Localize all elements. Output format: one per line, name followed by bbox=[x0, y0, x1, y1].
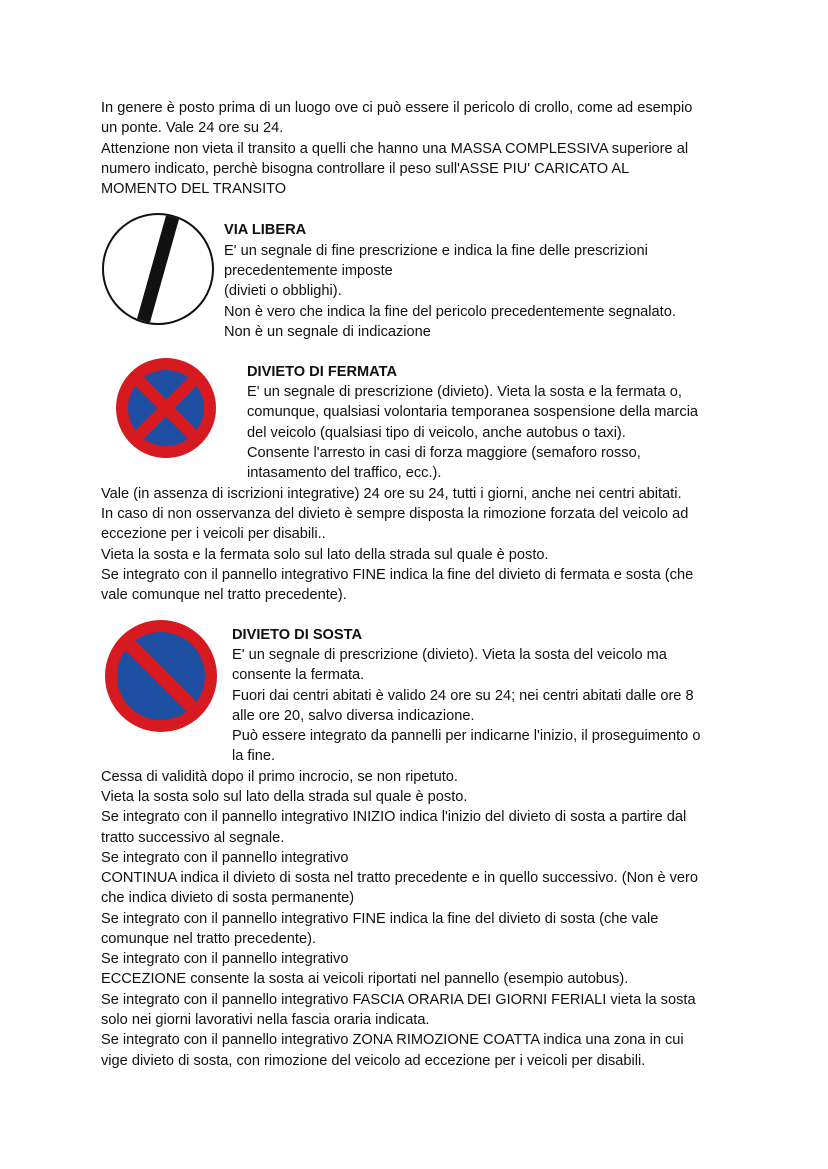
body-line: Cessa di validità dopo il primo incrocio, se non ripetuto. bbox=[101, 769, 458, 785]
section-line: intasamento del traffico, ecc.). bbox=[247, 465, 442, 481]
body-line: Se integrato con il pannello integrativo bbox=[101, 951, 349, 967]
section-line: del veicolo (qualsiasi tipo di veicolo, anche autobus o taxi). bbox=[247, 425, 626, 441]
body-line: ECCEZIONE consente la sosta ai veicoli riportati nel pannello (esempio autobus). bbox=[101, 971, 629, 987]
section-line: Non è vero che indica la fine del pericolo precedentemente segnalato. bbox=[224, 304, 676, 320]
section-line: E' un segnale di prescrizione (divieto). Vieta la sosta e la fermata o, bbox=[247, 384, 682, 400]
body-line: Vieta la sosta e la fermata solo sul lato della strada sul quale è posto. bbox=[101, 547, 549, 563]
body-line: CONTINUA indica il divieto di sosta nel tratto precedente e in quello successivo. (Non è vero bbox=[101, 870, 699, 886]
section-line: precedentemente imposte bbox=[224, 263, 393, 279]
body-line: Vale (in assenza di iscrizioni integrative) 24 ore su 24, tutti i giorni, anche nei centri abitati. bbox=[101, 486, 682, 502]
no-stopping-sign-icon bbox=[112, 354, 220, 462]
section-line: Fuori dai centri abitati è valido 24 ore su 24; nei centri abitati dalle ore 8 bbox=[232, 688, 694, 704]
intro-line: un ponte. Vale 24 ore su 24. bbox=[101, 120, 284, 136]
body-line: Se integrato con il pannello integrativo INIZIO indica l'inizio del divieto di sosta a partire dal bbox=[101, 809, 687, 825]
body-line: solo nei giorni lavorativi nella fascia oraria indicata. bbox=[101, 1012, 430, 1028]
body-line: Se integrato con il pannello integrativo ZONA RIMOZIONE COATTA indica una zona in cui bbox=[101, 1032, 684, 1048]
section-line: Può essere integrato da pannelli per indicarne l'inizio, il proseguimento o bbox=[232, 728, 701, 744]
section-title: VIA LIBERA bbox=[224, 222, 307, 238]
intro-line: Attenzione non vieta il transito a quelli che hanno una MASSA COMPLESSIVA superiore al bbox=[101, 141, 689, 157]
body-line: Se integrato con il pannello integrativo bbox=[101, 850, 349, 866]
section-line: E' un segnale di fine prescrizione e indica la fine delle prescrizioni bbox=[224, 243, 648, 259]
body-line: comunque nel tratto precedente). bbox=[101, 931, 316, 947]
body-line: Se integrato con il pannello integrativo FASCIA ORARIA DEI GIORNI FERIALI vieta la sosta bbox=[101, 992, 696, 1008]
section-line: la fine. bbox=[232, 748, 275, 764]
body-line: tratto successivo al segnale. bbox=[101, 830, 285, 846]
body-line: eccezione per i veicoli per disabili.. bbox=[101, 526, 326, 542]
section-title: DIVIETO DI SOSTA bbox=[232, 627, 363, 643]
section-line: comunque, qualsiasi volontaria temporanea sospensione della marcia bbox=[247, 404, 699, 420]
intro-line: In genere è posto prima di un luogo ove ci può essere il pericolo di crollo, come ad esempio bbox=[101, 100, 693, 116]
section-line: consente la fermata. bbox=[232, 667, 365, 683]
body-line: che indica divieto di sosta permanente) bbox=[101, 890, 355, 906]
section-line: Consente l'arresto in casi di forza maggiore (semaforo rosso, bbox=[247, 445, 641, 461]
section-line: (divieti o obblighi). bbox=[224, 283, 342, 299]
body-line: Se integrato con il pannello integrativo FINE indica la fine del divieto di fermata e sosta (che bbox=[101, 567, 694, 583]
body-line: Vieta la sosta solo sul lato della strada sul quale è posto. bbox=[101, 789, 468, 805]
intro-line: numero indicato, perchè bisogna controllare il peso sull'ASSE PIU' CARICATO AL bbox=[101, 161, 630, 177]
body-line: vale comunque nel tratto precedente). bbox=[101, 587, 347, 603]
section-title: DIVIETO DI FERMATA bbox=[247, 364, 397, 380]
section-line: E' un segnale di prescrizione (divieto). Vieta la sosta del veicolo ma bbox=[232, 647, 667, 663]
body-line: In caso di non osservanza del divieto è sempre disposta la rimozione forzata del veicolo ad bbox=[101, 506, 689, 522]
no-parking-sign-icon bbox=[101, 616, 221, 736]
intro-line: MOMENTO DEL TRANSITO bbox=[101, 181, 287, 197]
section-line: alle ore 20, salvo diversa indicazione. bbox=[232, 708, 475, 724]
body-line: vige divieto di sosta, con rimozione del veicolo ad eccezione per i veicoli per disabili. bbox=[101, 1053, 646, 1069]
section-line: Non è un segnale di indicazione bbox=[224, 324, 431, 340]
end-of-restrictions-sign-icon bbox=[101, 212, 215, 326]
body-line: Se integrato con il pannello integrativo FINE indica la fine del divieto di sosta (che vale bbox=[101, 911, 659, 927]
